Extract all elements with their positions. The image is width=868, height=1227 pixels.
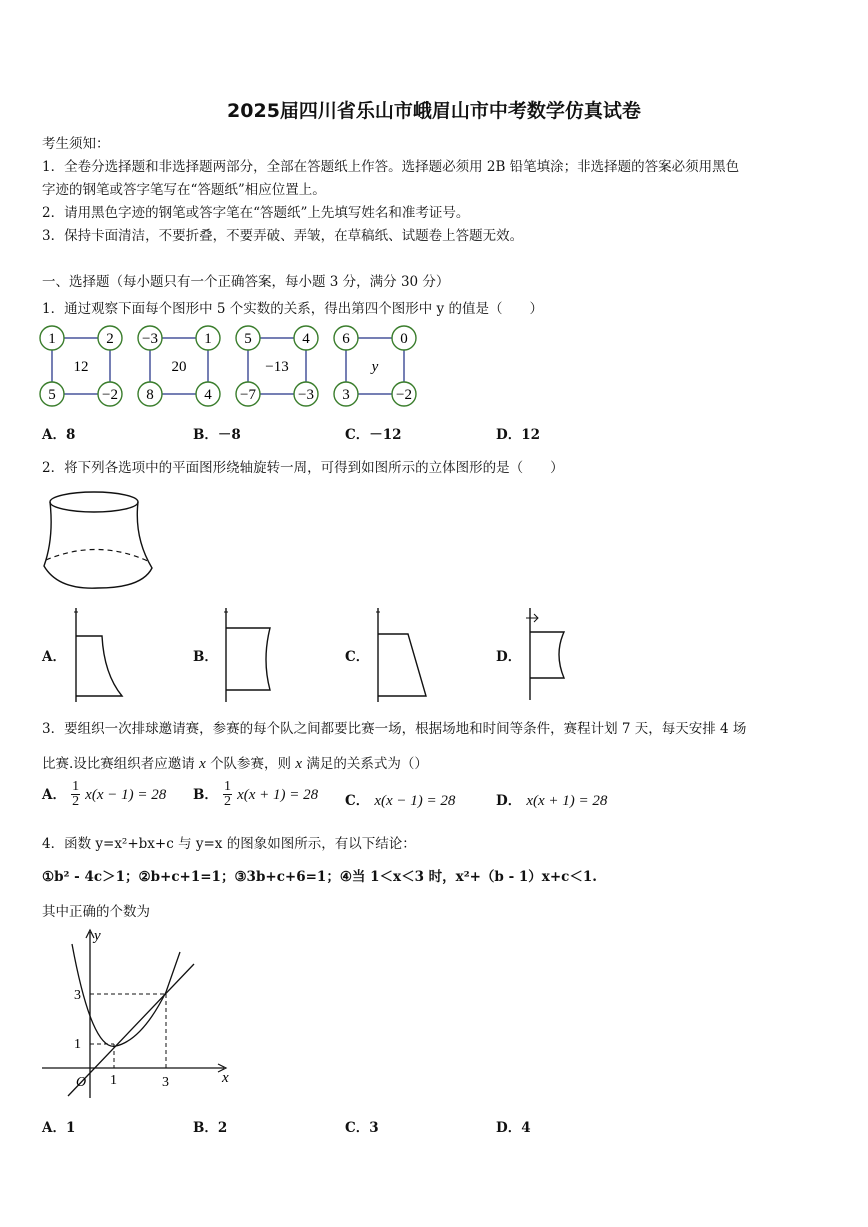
q3-stem-line-2 — [42, 752, 428, 773]
q1-figures — [36, 320, 436, 412]
q1-corner-value-bl: 3 — [342, 387, 350, 403]
q3-option-a-label: A． — [42, 787, 66, 803]
q1-corner-value-tl: 6 — [342, 331, 350, 347]
q4-option-d[interactable]: D．4 — [496, 1120, 531, 1136]
q1-option-a[interactable]: A．8 — [42, 427, 76, 443]
q4-function-graph — [38, 922, 248, 1100]
graph-x-label: x — [222, 1070, 229, 1086]
q1-stem: 1．通过观察下面每个图形中 5 个实数的关系，得出第四个图形中 y 的值是（ ） — [42, 301, 543, 317]
q3-stem-line-1: 3．要组织一次排球邀请赛，参赛的每个队之间都要比赛一场，根据场地和时间等条件，赛程计划 7 天，每天安排 4 场 — [42, 721, 747, 737]
q1-corner-value-br: −2 — [102, 387, 118, 403]
q4-option-b[interactable]: B．2 — [193, 1120, 228, 1136]
q3-option-c-label: C． — [345, 793, 370, 809]
q1-center-value: y — [371, 359, 379, 375]
q3-option-d-label: D． — [496, 793, 522, 809]
section-heading: 一、选择题（每小题只有一个正确答案，每小题 3 分，满分 30 分） — [42, 274, 450, 290]
page-title: 2025届四川省乐山市峨眉山市中考数学仿真试卷 — [227, 100, 641, 122]
notice-line-3: 3．保持卡面清洁，不要折叠，不要弄破、弄皱，在草稿纸、试题卷上答题无效。 — [42, 228, 524, 244]
q3-option-b[interactable] — [193, 780, 318, 809]
graph-tick-y1: 1 — [74, 1037, 81, 1052]
q3-option-a[interactable] — [42, 780, 166, 809]
q3-option-d[interactable] — [496, 789, 607, 810]
q1-center-value: −13 — [265, 359, 289, 375]
q4-option-a[interactable]: A．1 — [42, 1120, 76, 1136]
q1-figure-3 — [236, 326, 318, 406]
q1-corner-value-tr: 1 — [204, 331, 212, 347]
q1-corner-value-tl: 5 — [244, 331, 252, 347]
q3-option-b-fraction — [223, 780, 232, 809]
q1-corner-value-tr: 4 — [302, 331, 310, 347]
q3-option-b-label: B． — [193, 787, 218, 803]
q3-option-a-fraction — [71, 780, 80, 809]
q3-option-d-expr: x(x + 1) = 28 — [526, 793, 608, 809]
q3-option-c[interactable] — [345, 789, 455, 810]
q1-corner-value-bl: 8 — [146, 387, 154, 403]
q4-option-c[interactable]: C．3 — [345, 1120, 379, 1136]
q3-option-b-expr: x(x + 1) = 28 — [237, 787, 319, 803]
q2-option-d[interactable]: D． — [496, 649, 522, 665]
q1-corner-value-br: −2 — [396, 387, 412, 403]
q2-option-b[interactable]: B． — [193, 649, 218, 665]
q3-stem-part-1: 比赛.设比赛组织者应邀请 — [42, 756, 195, 772]
q2-stem: 2．将下列各选项中的平面图形绕轴旋转一周，可得到如图所示的立体图形的是（ ） — [42, 460, 564, 476]
q2-option-d-figure — [518, 604, 578, 704]
q3-option-a-expr: x(x − 1) = 28 — [85, 787, 167, 803]
graph-tick-x3: 3 — [162, 1075, 169, 1090]
q1-center-value: 12 — [73, 359, 89, 375]
q2-option-b-figure — [214, 604, 284, 704]
q3-stem-part-3: 满足的关系式为（） — [306, 756, 428, 772]
graph-tick-x1: 1 — [110, 1073, 117, 1088]
q1-corner-value-tr: 2 — [106, 331, 114, 347]
q2-option-a[interactable]: A． — [42, 649, 66, 665]
q1-corner-value-tl: −3 — [142, 331, 158, 347]
q3-option-c-expr: x(x − 1) = 28 — [374, 793, 456, 809]
q1-corner-value-tr: 0 — [400, 331, 408, 347]
q1-corner-value-br: 4 — [204, 387, 212, 403]
q3-stem-part-2: 个队参赛，则 — [210, 756, 292, 772]
notice-line-2: 2．请用黑色字迹的钢笔或答字笔在“答题纸”上先填写姓名和准考证号。 — [42, 205, 470, 221]
frac-numerator: 1 — [224, 779, 232, 794]
q3-var-x-1: x — [199, 756, 206, 772]
q1-figure-2 — [138, 326, 220, 406]
line-y-equals-x — [68, 964, 194, 1096]
q1-corner-value-tl: 1 — [48, 331, 56, 347]
q2-option-c-figure — [366, 604, 436, 704]
q4-conclusions: ①b² - 4c＞1；②b+c+1=1；③3b+c+6=1；④当 1＜x＜3 时，x²+（b - 1）x+c＜1. — [42, 869, 597, 885]
q1-figure-4 — [334, 326, 416, 406]
frac-denominator: 2 — [72, 794, 80, 809]
q1-option-b[interactable]: B．－8 — [193, 427, 241, 443]
frac-denominator: 2 — [224, 794, 232, 809]
notice-line-1b: 字迹的钢笔或答字笔写在“答题纸”相应位置上。 — [42, 182, 326, 198]
graph-origin-label: O — [76, 1075, 87, 1090]
q1-corner-value-bl: 5 — [48, 387, 56, 403]
frac-numerator: 1 — [72, 779, 80, 794]
q1-option-d[interactable]: D．12 — [496, 427, 540, 443]
q4-stem: 4．函数 y=x²+bx+c 与 y=x 的图象如图所示，有以下结论： — [42, 836, 416, 852]
notice-heading: 考生须知： — [42, 136, 110, 152]
q2-option-a-figure — [64, 604, 134, 704]
q4-ask: 其中正确的个数为 — [42, 904, 150, 920]
parabola — [72, 944, 180, 1046]
graph-tick-y3: 3 — [74, 988, 81, 1003]
q1-option-c[interactable]: C．－12 — [345, 427, 402, 443]
notice-line-1a: 1．全卷分选择题和非选择题两部分，全部在答题纸上作答。选择题必须用 2B 铅笔填涂；非选择题的答案必须用黑色 — [42, 159, 740, 175]
q1-figure-1 — [40, 326, 122, 406]
q1-corner-value-br: −3 — [298, 387, 314, 403]
q1-center-value: 20 — [171, 359, 187, 375]
q3-var-x-2: x — [295, 756, 303, 772]
q1-corner-value-bl: −7 — [240, 387, 256, 403]
q2-option-c[interactable]: C． — [345, 649, 370, 665]
graph-y-label: y — [94, 928, 101, 944]
q2-solid-figure — [38, 488, 158, 592]
